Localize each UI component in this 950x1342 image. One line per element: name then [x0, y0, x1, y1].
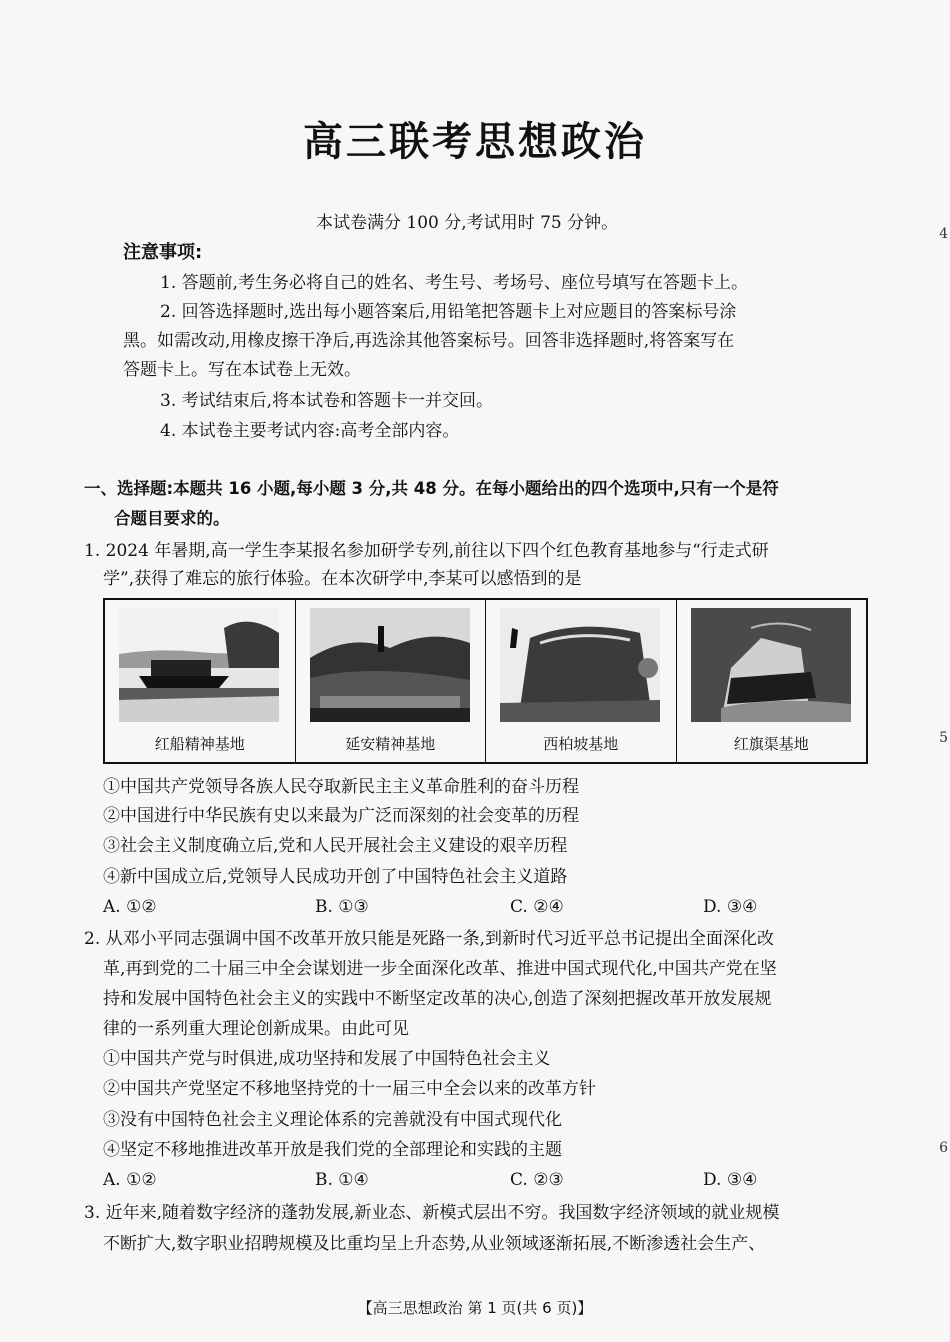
xibaipo-photo [500, 608, 660, 722]
q1-option-c: C. ②④ [510, 897, 564, 917]
q1-statement: ②中国进行中华民族有史以来最为广泛而深刻的社会变革的历程 [103, 806, 579, 826]
caption-xibaipo: 西柏坡基地 [543, 735, 619, 753]
q2-statement: ②中国共产党坚定不移地坚持党的十一届三中全会以来的改革方针 [103, 1079, 596, 1099]
red-boat-photo [119, 608, 279, 722]
q1-stem: 1. 2024 年暑期,高一学生李某报名参加研学专列,前往以下四个红色教育基地参与“行走式研 [84, 541, 769, 561]
notice-line: 4. 本试卷主要考试内容:高考全部内容。 [160, 421, 460, 441]
q2-option-c: C. ②③ [510, 1170, 564, 1190]
q2-stem-cont: 律的一系列重大理论创新成果。由此可见 [103, 1019, 409, 1039]
notice-line: 1. 答题前,考生务必将自己的姓名、考生号、考场号、座位号填写在答题卡上。 [160, 273, 749, 293]
q2-stem: 2. 从邓小平同志强调中国不改革开放只能是死路一条,到新时代习近平总书记提出全面深化改 [84, 929, 775, 949]
q2-statement: ③没有中国特色社会主义理论体系的完善就没有中国式现代化 [103, 1110, 562, 1130]
image-cell-xibaipo [486, 600, 677, 762]
q2-option-b: B. ①④ [315, 1170, 369, 1190]
margin-mark: 4 [939, 226, 948, 242]
margin-mark: 6 [939, 1140, 948, 1156]
caption-red-boat: 红船精神基地 [154, 735, 245, 753]
q1-statement: ③社会主义制度确立后,党和人民开展社会主义建设的艰辛历程 [103, 836, 568, 856]
margin-mark: 5 [939, 730, 948, 746]
q2-stem-cont: 持和发展中国特色社会主义的实践中不断坚定改革的决心,创造了深刻把握改革开放发展规 [103, 989, 772, 1009]
image-cell-red-boat [105, 600, 296, 762]
page-footer: 【高三思想政治 第 1 页(共 6 页)】 [357, 1299, 593, 1317]
q2-statement: ①中国共产党与时俱进,成功坚持和发展了中国特色社会主义 [103, 1049, 551, 1069]
q3-stem: 3. 近年来,随着数字经济的蓬勃发展,新业态、新模式层出不穷。我国数字经济领域的就业规模 [84, 1203, 780, 1223]
yanan-photo [310, 608, 470, 722]
q3-stem-cont: 不断扩大,数字职业招聘规模及比重均呈上升态势,从业领域逐渐拓展,不断渗透社会生产、 [103, 1234, 766, 1254]
q1-option-a: A. ①② [103, 897, 157, 917]
q1-option-b: B. ①③ [315, 897, 369, 917]
q2-statement: ④坚定不移地推进改革开放是我们党的全部理论和实践的主题 [103, 1140, 562, 1160]
notice-heading: 注意事项: [123, 242, 203, 263]
q2-stem-cont: 革,再到党的二十届三中全会谋划进一步全面深化改革、推进中国式现代化,中国共产党在坚 [103, 959, 777, 979]
section-heading-cont: 合题目要求的。 [114, 509, 230, 528]
section-heading: 一、选择题:本题共 16 小题,每小题 3 分,共 48 分。在每小题给出的四个选项中,只有一个是符 [84, 479, 779, 498]
notice-line: 3. 考试结束后,将本试卷和答题卡一并交回。 [160, 391, 494, 411]
q1-option-d: D. ③④ [703, 897, 758, 917]
caption-hongqiqu: 红旗渠基地 [733, 735, 809, 753]
hongqiqu-photo [691, 608, 851, 722]
q2-option-d: D. ③④ [703, 1170, 758, 1190]
notice-line: 2. 回答选择题时,选出每小题答案后,用铅笔把答题卡上对应题目的答案标号涂 [160, 302, 737, 322]
q2-option-a: A. ①② [103, 1170, 157, 1190]
q1-stem-cont: 学”,获得了难忘的旅行体验。在本次研学中,李某可以感悟到的是 [103, 569, 582, 589]
q1-image-table [103, 598, 868, 764]
exam-info: 本试卷满分 100 分,考试用时 75 分钟。 [316, 213, 619, 233]
page-title: 高三联考思想政治 [303, 119, 647, 165]
q1-statement: ④新中国成立后,党领导人民成功开创了中国特色社会主义道路 [103, 867, 568, 887]
q1-statement: ①中国共产党领导各族人民夺取新民主主义革命胜利的奋斗历程 [103, 777, 579, 797]
caption-yanan: 延安精神基地 [345, 735, 436, 753]
image-cell-hongqiqu [677, 600, 867, 762]
image-cell-yanan [296, 600, 487, 762]
notice-line: 答题卡上。写在本试卷上无效。 [123, 360, 361, 380]
notice-line: 黑。如需改动,用橡皮擦干净后,再选涂其他答案标号。回答非选择题时,将答案写在 [123, 331, 735, 351]
